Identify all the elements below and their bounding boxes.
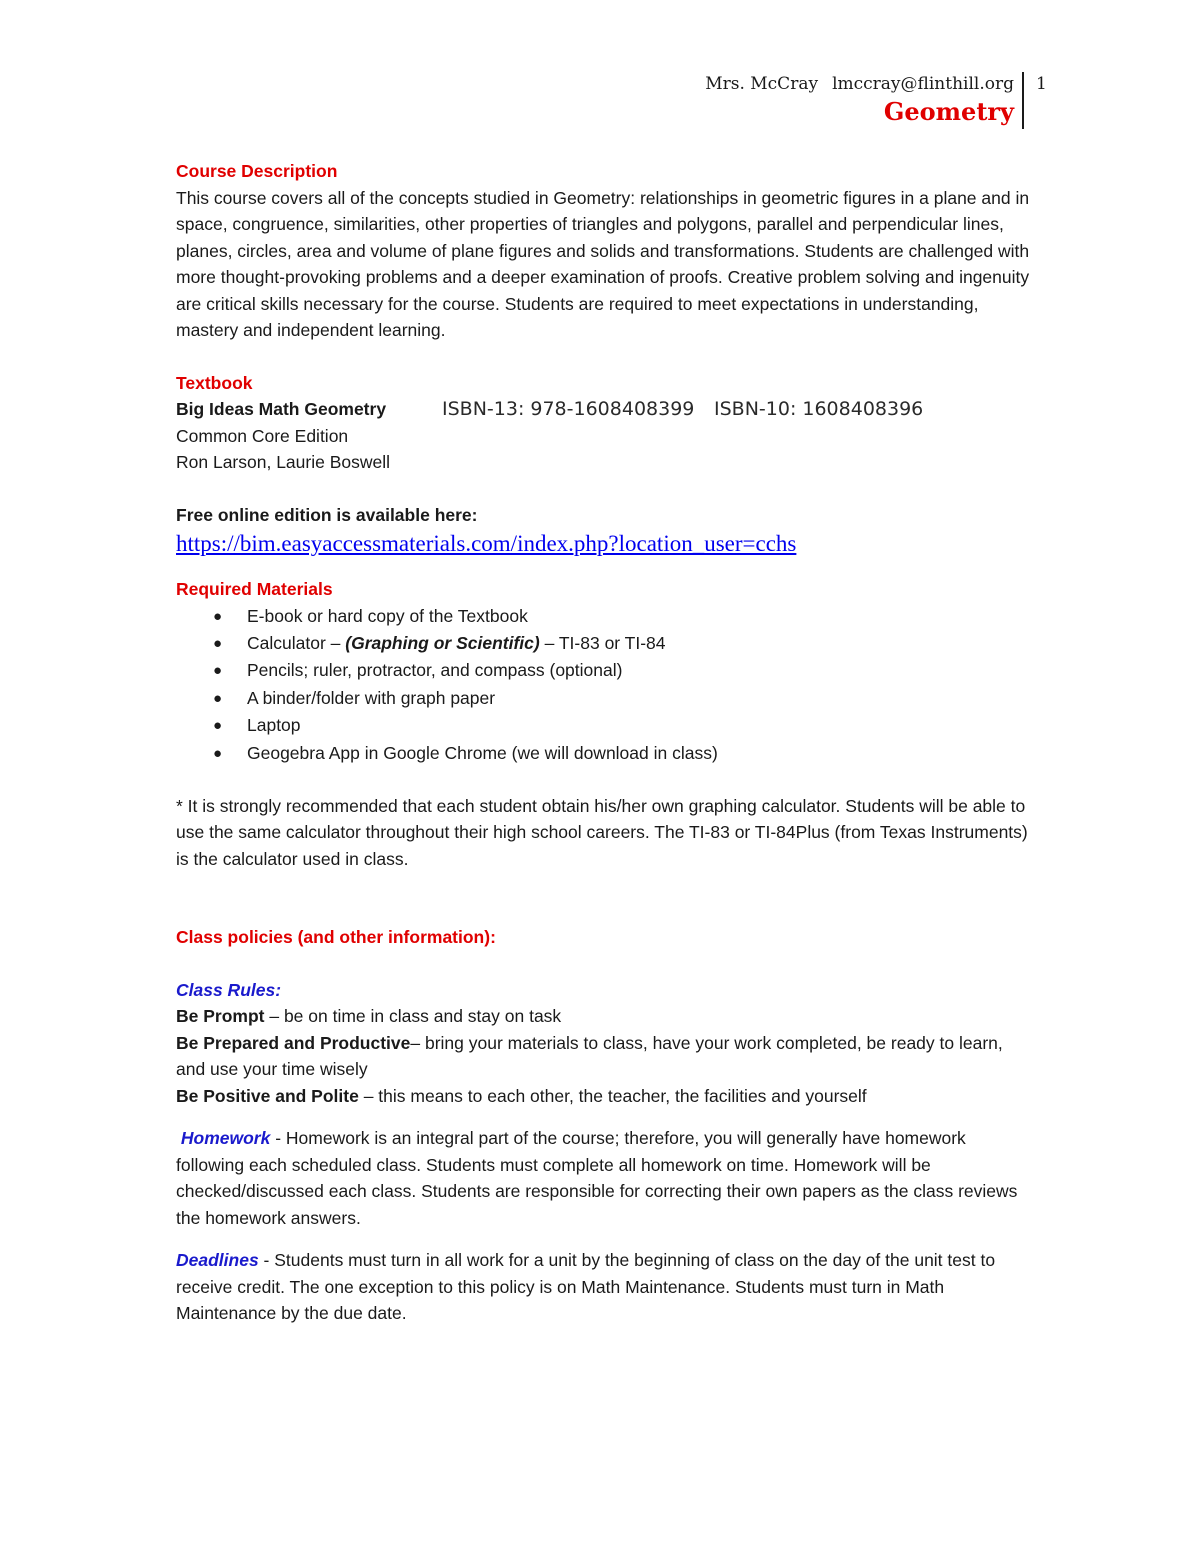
bullet-icon: ● [213,662,223,680]
page-number: 1 [1036,74,1047,94]
bullet-icon: ● [213,689,223,707]
rule-positive: Be Positive and Polite – this means to each other, the teacher, the facilities and yourself [176,1085,867,1106]
bullet-icon: ● [213,607,223,625]
list-item: ● A binder/folder with graph paper [176,685,1036,712]
textbook-title-row [176,396,1036,423]
textbook-edition: Common Core Edition [176,425,349,446]
textbook-authors: Ron Larson, Laurie Boswell [176,452,391,472]
list-item: ● E-book or hard copy of the Textbook [176,603,1036,630]
course-description-heading: Course Description [176,161,338,181]
bullet-icon: ● [213,634,223,652]
teacher-email: lmccray@flinthill.org [832,74,1014,94]
header-divider [1022,72,1024,129]
course-title: Geometry [883,97,1014,126]
class-rules-heading: Class Rules: [176,979,282,1000]
document-body [176,158,1036,1327]
list-item: ● Pencils; ruler, protractor, and compass (optional) [176,657,1036,684]
list-item: ● Calculator – (Graphing or Scientific) – TI-83 or TI-84 [176,630,1036,657]
isbn-10: ISBN-10: 1608408396 [714,398,924,420]
page-header [705,72,1014,128]
list-item: ● Laptop [176,712,1036,739]
bullet-icon: ● [213,744,223,762]
bullet-icon: ● [213,717,223,735]
rule-prompt: Be Prompt – be on time in class and stay on task [176,1006,562,1027]
teacher-name: Mrs. McCray [705,74,819,94]
class-policies-heading: Class policies (and other information): [176,927,496,948]
online-edition-link[interactable]: https://bim.easyaccessmaterials.com/index.php?location_user=cchs [176,531,797,556]
textbook-title: Big Ideas Math Geometry [176,399,387,419]
header-contact [705,72,1014,96]
online-edition-label: Free online edition is available here: [176,504,478,525]
materials-list [176,603,1036,767]
rule-prepared: Be Prepared and Productive– bring your materials to class, have your work completed, be ready to learn, and use your time wisely [176,1032,1003,1080]
course-description-text: This course covers all of the concepts studied in Geometry: relationships in geometric figures in a plane and in space, congruence, similarities, other properties of triangles and polygons, parallel and perpendicular lines, planes, circles, area and volume of plane figures and solids and transformations. Students are challenged with more thought-provoking problems and a deeper examination of proofs. Creative problem solving and ingenuity are critical skills necessary for the course. Students are required to meet expectations in understanding, mastery and independent learning. [176,187,1030,340]
deadlines-paragraph: Deadlines - Students must turn in all work for a unit by the beginning of class on the day of the unit test to receive credit. The one exception to this policy is on Math Maintenance. Students must turn in Math Maintenance by the due date. [176,1250,996,1324]
calculator-note: * It is strongly recommended that each student obtain his/her own graphing calculator. Students will be able to use the same calculator throughout their high school careers. The TI-83 or TI-84Plus (from Texas Instruments) is the calculator used in class. [176,795,1028,869]
textbook-heading: Textbook [176,372,253,393]
homework-paragraph: Homework - Homework is an integral part of the course; therefore, you will generally have homework following each scheduled class. Students must complete all homework on time. Homework will be checked/discussed each class. Students are responsible for correcting their own papers as the class reviews the homework answers. [176,1128,1018,1228]
required-materials-heading: Required Materials [176,579,333,599]
isbn-13: ISBN-13: 978-1608408399 [442,398,695,420]
list-item: ● Geogebra App in Google Chrome (we will download in class) [176,740,1036,767]
